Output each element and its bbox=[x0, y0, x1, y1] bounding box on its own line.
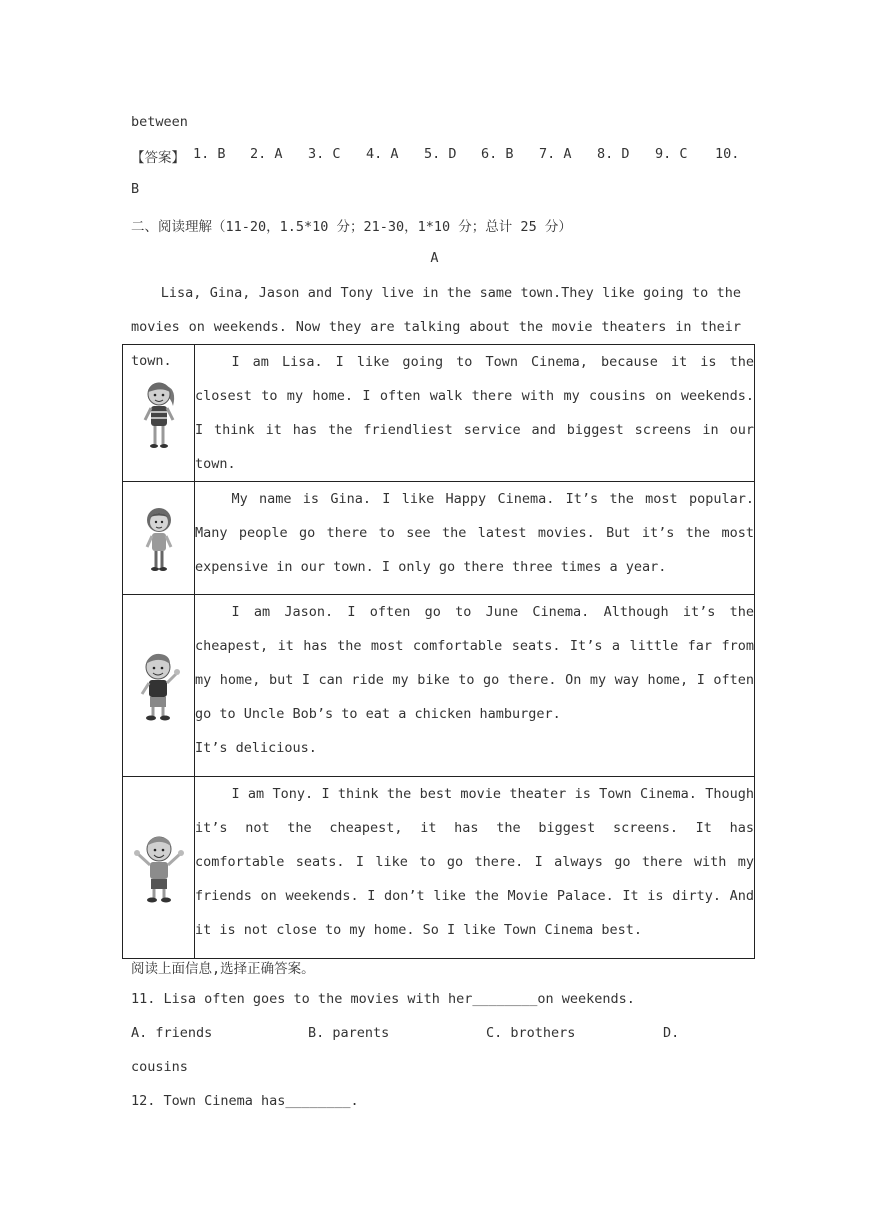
table-row bbox=[123, 777, 755, 959]
option-d: D. bbox=[663, 1025, 680, 1041]
picture-cell bbox=[123, 595, 195, 777]
option-c: C. brothers bbox=[486, 1025, 576, 1041]
table-row bbox=[123, 482, 755, 595]
question-11: 11. Lisa often goes to the movies with her________on weekends. bbox=[131, 991, 635, 1007]
answer-item: 6. B bbox=[481, 146, 514, 162]
text-cell bbox=[195, 595, 755, 777]
table-row bbox=[123, 595, 755, 777]
option-a: A. friends bbox=[131, 1025, 213, 1041]
answer-item: 8. D bbox=[597, 146, 630, 162]
answer-item: 7. A bbox=[539, 146, 572, 162]
picture-cell bbox=[123, 482, 195, 595]
girl-short-hair-figure bbox=[139, 503, 179, 573]
answer-item: 9. C bbox=[655, 146, 688, 162]
text-cell bbox=[195, 345, 755, 482]
jason-statement-end: It’s delicious. bbox=[195, 740, 317, 756]
instruction: 阅读上面信息,选择正确答案。 bbox=[131, 961, 315, 977]
picture-cell bbox=[123, 777, 195, 959]
section-title: 二、阅读理解（11-20，1.5*10 分；21-30，1*10 分；总计 25 分） bbox=[131, 219, 572, 235]
jason-statement: I am Jason. I often go to June Cinema. Although it’s the cheapest, it has the most comfortable seats. It’s a little far from my home, but I can ride my bike to go there. On my way home, I often go to Uncle Bob’s to eat a chicken hamburger. bbox=[195, 604, 754, 722]
passage-label: A bbox=[430, 250, 439, 266]
answer-item: 2. A bbox=[250, 146, 283, 162]
text-cell bbox=[195, 482, 755, 595]
tony-statement: I am Tony. I think the best movie theater is Town Cinema. Though it’s not the cheapest, it has the biggest screens. It has comfortable seats. I like to go there. I always go there with my friends on weekends. I don’t like the Movie Palace. It is dirty. And it is not close to my home. So I like Town Cinema best. bbox=[195, 786, 754, 938]
answer-wrap: B bbox=[131, 181, 140, 197]
girl-ponytail-figure bbox=[137, 376, 181, 450]
answer-item: 4. A bbox=[366, 146, 399, 162]
picture-cell bbox=[123, 345, 195, 482]
boy-waving-figure bbox=[136, 650, 182, 722]
top-word: between bbox=[131, 114, 188, 130]
people-table bbox=[122, 344, 755, 959]
intro-paragraph: Lisa, Gina, Jason and Tony live in the same town.They like going to the movies on weekends. Now they are talking about the movie theaters in their town. bbox=[131, 285, 741, 369]
gina-statement: My name is Gina. I like Happy Cinema. It’s the most popular. Many people go there to see the latest movies. But it’s the most expensive in our town. I only go there three times a year. bbox=[195, 491, 754, 575]
answer-item: 10. bbox=[715, 146, 740, 162]
answer-item: 1. B bbox=[193, 146, 226, 162]
table-row bbox=[123, 345, 755, 482]
lisa-statement: I am Lisa. I like going to Town Cinema, because it is the closest to my home. I often walk there with my cousins on weekends. I think it has the friendliest service and biggest screens in our town. bbox=[195, 354, 754, 472]
question-12: 12. Town Cinema has________. bbox=[131, 1093, 359, 1109]
option-b: B. parents bbox=[308, 1025, 390, 1041]
answer-label: 【答案】 bbox=[131, 150, 185, 166]
boy-arms-up-figure bbox=[132, 832, 186, 904]
answer-item: 3. C bbox=[308, 146, 341, 162]
text-cell bbox=[195, 777, 755, 959]
option-d-text: cousins bbox=[131, 1059, 188, 1075]
answer-item: 5. D bbox=[424, 146, 457, 162]
